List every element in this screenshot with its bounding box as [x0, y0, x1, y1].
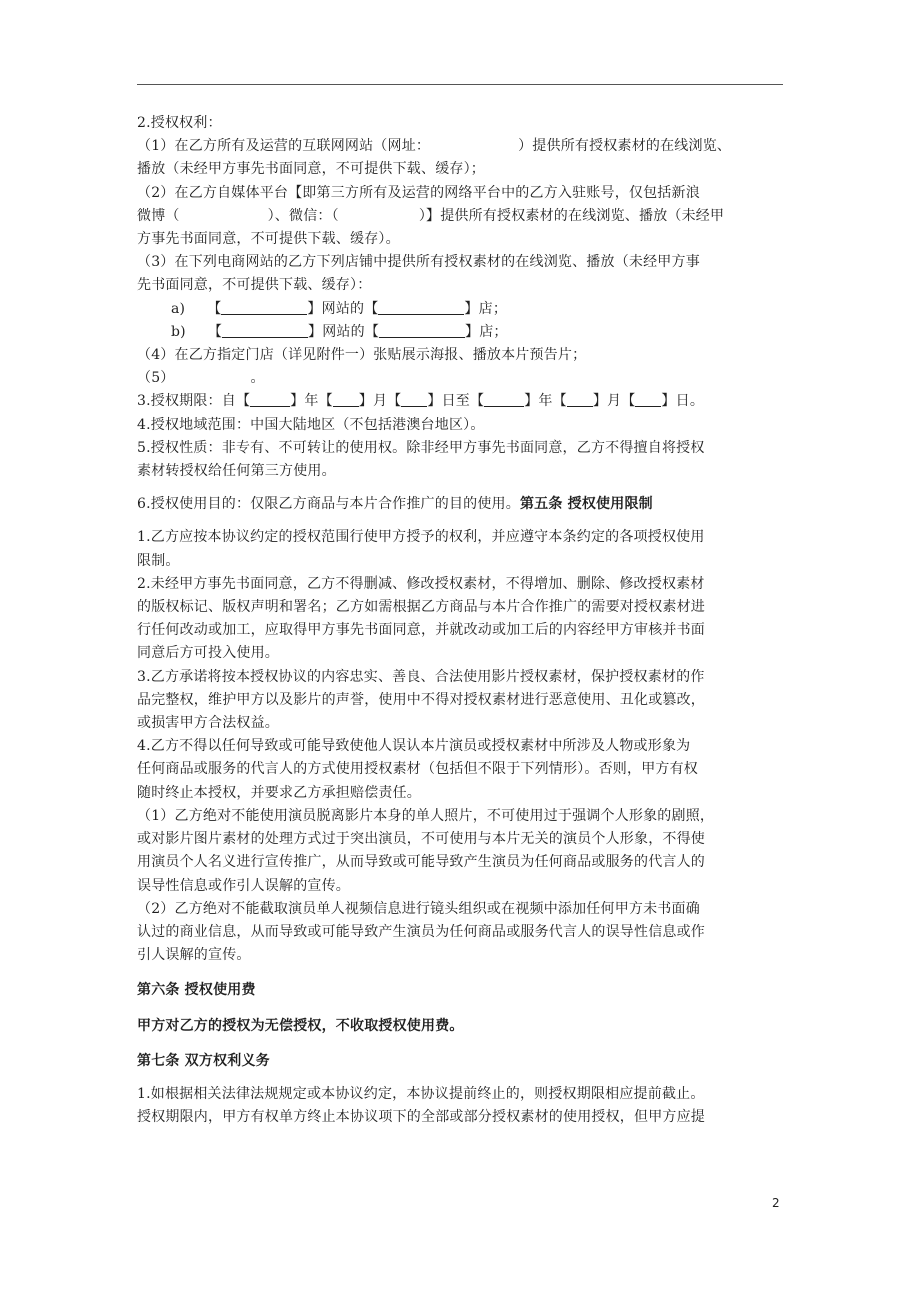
paragraph: 素材转授权给任何第三方使用。	[137, 463, 336, 480]
paragraph: 2.未经甲方事先书面同意，乙方不得删减、修改授权素材，不得增加、删除、修改授权素材	[137, 575, 705, 592]
blank-field	[222, 323, 308, 338]
section-heading: 第七条 双方权利义务	[137, 1052, 270, 1069]
paragraph: 随时终止本授权，并要求乙方承担赔偿责任。	[137, 784, 421, 801]
blank-field	[484, 392, 524, 407]
list-item-a: a) 【 】网站的【 】店；	[171, 300, 508, 317]
document-body	[137, 112, 787, 1129]
paragraph: 的版权标记、版权声明和署名；乙方如需根据乙方商品与本片合作推广的需要对授权素材进	[137, 599, 705, 616]
blank-field	[567, 392, 593, 407]
blank-field	[379, 323, 465, 338]
header-rule	[137, 84, 783, 85]
list-item-b: b) 【 】网站的【 】店；	[171, 323, 508, 340]
paragraph: 误导性信息或作引人误解的宣传。	[137, 877, 350, 894]
section-heading: 第六条 授权使用费	[137, 982, 256, 999]
blank-field	[378, 300, 464, 315]
paragraph: 或损害甲方合法权益。	[137, 715, 279, 732]
paragraph: 2.授权权利：	[137, 115, 222, 131]
paragraph: 微博（ ）、微信：（ ）】提供所有授权素材的在线浏览、播放（未经甲	[137, 207, 725, 224]
paragraph: （2）乙方绝对不能截取演员单人视频信息进行镜头组织或在视频中添加任何甲方未书面确	[137, 900, 700, 917]
paragraph: （2）在乙方自媒体平台【即第三方所有及运营的网络平台中的乙方入驻账号，仅包括新浪	[137, 184, 700, 201]
paragraph: 3.乙方承诺将按本授权协议的内容忠实、善良、合法使用影片授权素材，保护授权素材的作	[137, 668, 705, 685]
paragraph: 限制。	[137, 552, 180, 569]
paragraph: 用演员个人名义进行宣传推广，从而导致或可能导致产生演员为任何商品或服务的代言人的	[137, 854, 705, 871]
paragraph: （1）在乙方所有及运营的互联网网站（网址： ）提供所有授权素材的在线浏览、	[137, 138, 732, 155]
paragraph: （5） 。	[137, 370, 265, 387]
paragraph: 引人误解的宣传。	[137, 947, 251, 964]
paragraph: （3）在下列电商网站的乙方下列店铺中提供所有授权素材的在线浏览、播放（未经甲方事	[137, 254, 700, 271]
blank-field	[250, 392, 290, 407]
paragraph: 行任何改动或加工，应取得甲方事先书面同意，并就改动或加工后的内容经甲方审核并书面	[137, 622, 705, 639]
blank-field	[333, 392, 359, 407]
section-heading: 第五条 授权使用限制	[519, 496, 653, 513]
paragraph: 任何商品或服务的代言人的方式使用授权素材（包括但不限于下列情形）。否则，甲方有权	[137, 761, 698, 778]
paragraph: 认过的商业信息，从而导致或可能导致产生演员为任何商品或服务代言人的误导性信息或作	[137, 923, 705, 940]
paragraph: 播放（未经甲方事先书面同意，不可提供下载、缓存）；	[137, 161, 485, 178]
paragraph: （4）在乙方指定门店（详见附件一）张贴展示海报、播放本片预告片；	[137, 347, 587, 364]
blank-field	[635, 392, 661, 407]
paragraph: 同意后方可投入使用。	[137, 645, 279, 662]
paragraph: 3.授权期限：自【 】年【 】月【 】日至【 】年【 】月【 】日。	[137, 393, 705, 410]
paragraph: 先书面同意，不可提供下载、缓存）：	[137, 277, 372, 294]
paragraph: 或对影片图片素材的处理方式过于突出演员，不可使用与本片无关的演员个人形象，不得使	[137, 831, 705, 848]
paragraph: 6.授权使用目的：仅限乙方商品与本片合作推广的目的使用。第五条 授权使用限制	[137, 496, 653, 513]
page-number: 2	[772, 1196, 780, 1210]
paragraph: 品完整权，维护甲方以及影片的声誉，使用中不得对授权素材进行恶意使用、丑化或篡改，	[137, 691, 705, 708]
paragraph: 授权期限内，甲方有权单方终止本协议项下的全部或部分授权素材的使用授权，但甲方应提	[137, 1109, 705, 1126]
paragraph: 5.授权性质：非专有、不可转让的使用权。除非经甲方事先书面同意，乙方不得擅自将授权	[137, 439, 705, 456]
paragraph: 1.乙方应按本协议约定的授权范围行使甲方授予的权利，并应遵守本条约定的各项授权使用	[137, 529, 705, 546]
paragraph: 甲方对乙方的授权为无偿授权，不收取授权使用费。	[137, 1017, 464, 1034]
paragraph: 4.乙方不得以任何导致或可能导致使他人误认本片演员或授权素材中所涉及人物或形象为	[137, 738, 691, 755]
blank-field	[221, 300, 307, 315]
blank-field	[401, 392, 427, 407]
paragraph: 4.授权地域范围：中国大陆地区（不包括港澳台地区）。	[137, 416, 485, 433]
paragraph: 方事先书面同意，不可提供下载、缓存）。	[137, 231, 400, 248]
paragraph: （1）乙方绝对不能使用演员脱离影片本身的单人照片，不可使用过于强调个人形象的剧照，	[137, 807, 715, 824]
paragraph: 1.如根据相关法律法规规定或本协议约定，本协议提前终止的，则授权期限相应提前截止。	[137, 1085, 705, 1102]
